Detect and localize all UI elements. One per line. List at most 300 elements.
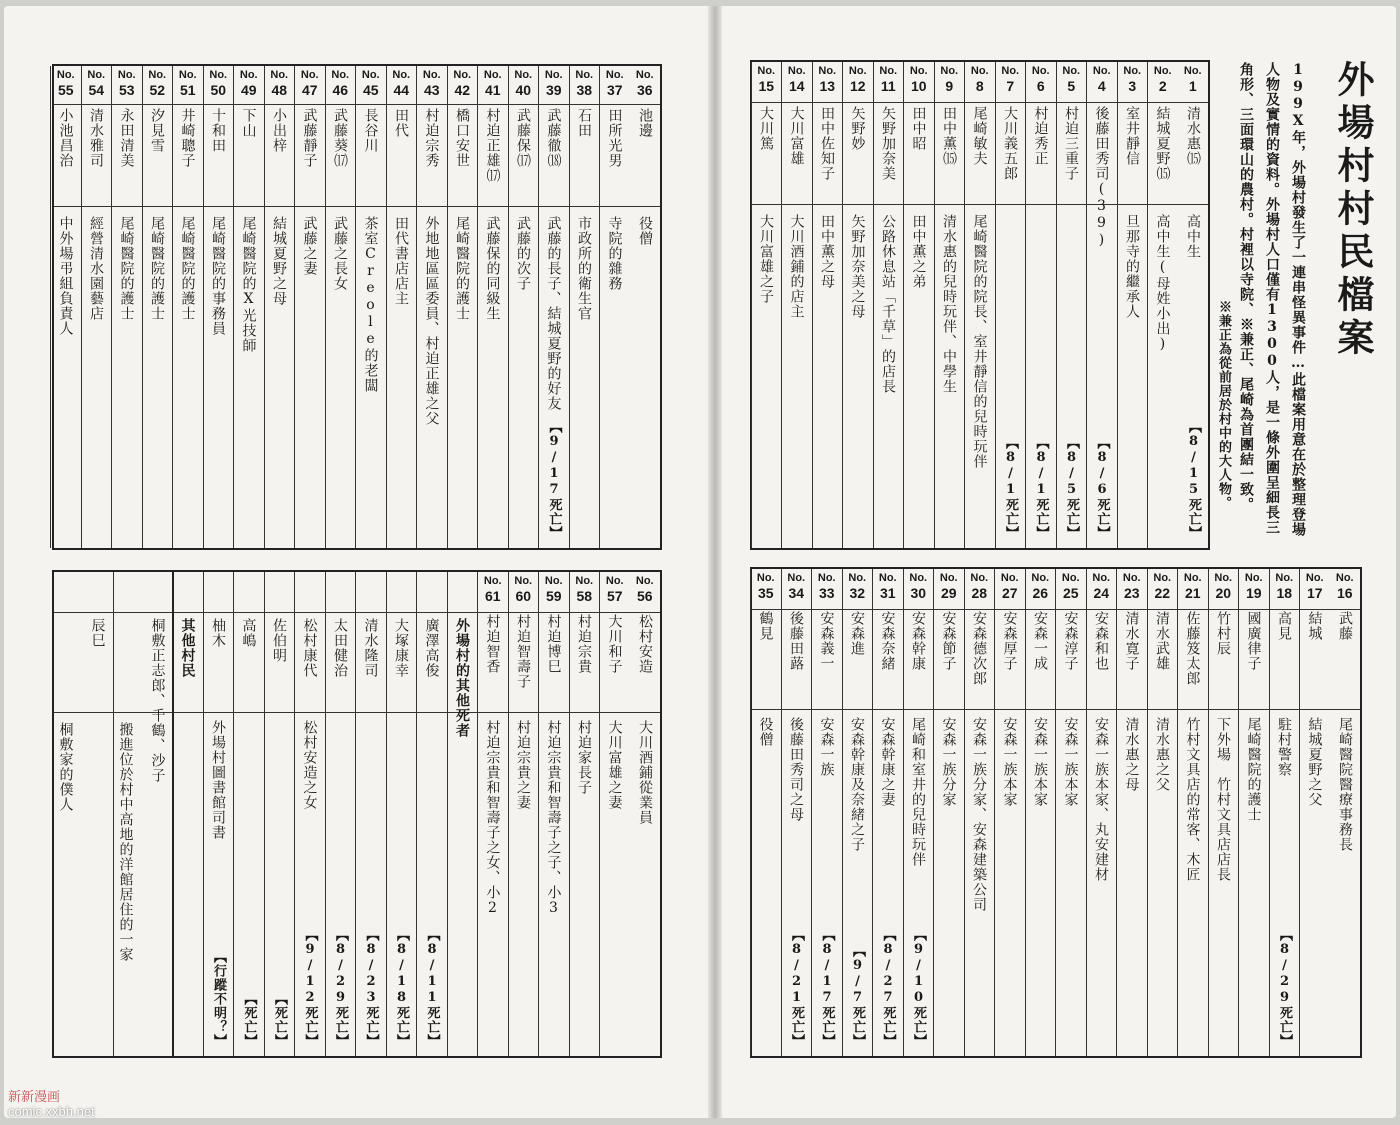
resident-description: 清水惠的兒時玩伴、中學生 — [941, 214, 957, 394]
number-prefix: No. — [361, 69, 380, 81]
other-dead-description: 松村安造之女 — [301, 720, 318, 810]
resident-column — [1116, 569, 1147, 1056]
resident-description: 寺院的雜務 — [606, 216, 623, 291]
number-prefix: No. — [1153, 65, 1172, 77]
resident-number — [782, 64, 812, 94]
number-prefix: No. — [453, 69, 472, 81]
resident-description: 安森一族本家 — [1001, 717, 1018, 807]
resident-number — [417, 68, 447, 98]
death-note: 【8/27死亡】 — [880, 928, 896, 1048]
resident-number — [387, 68, 417, 98]
resident-name: 鶴見 — [757, 611, 774, 641]
number-prefix: No. — [514, 69, 533, 81]
resident-number — [1118, 64, 1148, 94]
resident-column — [873, 62, 904, 548]
resident-description: 安森一族 — [818, 717, 835, 777]
number-prefix: No. — [787, 65, 806, 77]
number-prefix: No. — [970, 572, 989, 584]
number-prefix: No. — [1031, 572, 1050, 584]
death-note: 【8/15死亡】 — [1186, 420, 1201, 540]
resident-number — [478, 574, 508, 604]
number-value: 11 — [880, 78, 896, 94]
resident-number — [112, 68, 142, 98]
number-value: 54 — [88, 82, 105, 98]
resident-name: 大川篤 — [758, 106, 774, 151]
resident-name: 安森淳子 — [1062, 611, 1079, 671]
resident-description: 田中薫之弟 — [910, 214, 927, 289]
resident-number — [1057, 64, 1087, 94]
number-value: 33 — [818, 585, 835, 601]
resident-column — [1299, 569, 1330, 1056]
other-dead-name: 清水隆司 — [362, 618, 379, 678]
resident-column — [630, 572, 661, 1056]
other-villager-column — [113, 572, 172, 1056]
number-value: 43 — [423, 82, 440, 98]
resident-name: 尾崎敏夫 — [971, 106, 988, 166]
resident-name: 結城 — [1306, 611, 1323, 641]
resident-number — [570, 68, 600, 98]
resident-number — [173, 68, 203, 98]
other-dead-column — [264, 572, 295, 1056]
resident-column — [355, 66, 386, 548]
resident-description: 大川富雄之妻 — [606, 720, 623, 810]
resident-description: 村迫宗貴之妻 — [515, 720, 531, 810]
resident-name: 清水惠⒂ — [1185, 106, 1201, 166]
resident-name: 十和田 — [210, 108, 226, 153]
resident-name: 田代 — [393, 108, 409, 138]
number-value: 53 — [118, 82, 135, 98]
other-dead-death-note: 【8/29死亡】 — [333, 928, 348, 1048]
resident-description: 尾崎醫院的事務員 — [210, 216, 226, 336]
resident-column — [630, 66, 661, 548]
resident-column — [903, 62, 934, 548]
number-prefix: No. — [1062, 65, 1081, 77]
resident-name: 武藤 — [1337, 611, 1353, 641]
number-value: 47 — [301, 82, 318, 98]
other-dead-death-note: 【9/12死亡】 — [302, 928, 318, 1048]
resident-name: 村迫秀正 — [1032, 106, 1049, 166]
resident-number — [874, 64, 904, 94]
resident-number — [935, 64, 965, 94]
resident-name: 清水武雄 — [1154, 611, 1170, 671]
resident-column — [142, 66, 173, 548]
resident-number — [539, 68, 569, 98]
resident-description: 武藤之妻 — [301, 216, 318, 276]
resident-number — [1056, 571, 1086, 601]
number-prefix: No. — [148, 69, 167, 81]
resident-column — [995, 62, 1026, 548]
resident-number — [234, 68, 264, 98]
number-prefix: No. — [756, 572, 775, 584]
resident-name: 松村安造 — [637, 614, 653, 674]
resident-name: 安森和也 — [1093, 611, 1109, 671]
resident-column — [781, 569, 812, 1056]
other-dead-description: 外場村圖書館司書 — [210, 720, 226, 840]
resident-column — [233, 66, 264, 548]
number-prefix: No. — [178, 69, 197, 81]
resident-column — [750, 569, 781, 1056]
number-value: 16 — [1336, 585, 1353, 601]
number-value: 49 — [240, 82, 257, 98]
number-prefix: No. — [940, 65, 959, 77]
number-value: 22 — [1154, 585, 1171, 601]
number-value: 31 — [879, 585, 896, 601]
other-dead-column — [203, 572, 234, 1056]
number-prefix: No. — [575, 69, 594, 81]
resident-column — [842, 569, 873, 1056]
resident-name: 矢野妙 — [849, 106, 866, 151]
number-value: 30 — [910, 585, 927, 601]
number-value: 44 — [393, 82, 410, 98]
resident-number — [904, 571, 934, 601]
resident-column — [416, 66, 447, 548]
resident-column — [1086, 62, 1117, 548]
resident-name: 村迫智壽子 — [515, 614, 531, 689]
resident-description: 高中生 — [1185, 214, 1201, 259]
number-prefix: No. — [422, 69, 441, 81]
resident-name: 田中薫⒂ — [941, 106, 957, 166]
number-prefix: No. — [909, 572, 928, 584]
number-prefix: No. — [1244, 572, 1263, 584]
other-dead-column — [233, 572, 264, 1056]
number-value: 2 — [1158, 78, 1167, 94]
resident-number — [51, 68, 81, 98]
resident-number — [1300, 571, 1330, 601]
resident-column — [1025, 62, 1056, 548]
number-value: 21 — [1184, 585, 1201, 601]
resident-column — [1086, 569, 1117, 1056]
death-note: 【8/1死亡】 — [1033, 436, 1049, 540]
resident-column — [964, 62, 995, 548]
number-prefix: No. — [635, 69, 654, 81]
number-value: 60 — [515, 588, 532, 604]
resident-description: 尾崎醫院醫療事務長 — [1337, 717, 1353, 852]
resident-name: 下山 — [240, 108, 257, 138]
number-prefix: No. — [87, 69, 106, 81]
resident-column — [1056, 62, 1087, 548]
watermark-site-name: 新新漫画 — [8, 1089, 61, 1104]
resident-name: 清水雅司 — [88, 108, 104, 168]
number-prefix: No. — [544, 69, 563, 81]
resident-name: 橋口安世 — [454, 108, 470, 168]
resident-number — [1087, 571, 1117, 601]
number-value: 29 — [940, 585, 957, 601]
number-value: 18 — [1276, 585, 1293, 601]
other-dead-death-note: 【8/23死亡】 — [363, 928, 379, 1048]
resident-column — [903, 569, 934, 1056]
resident-description: 尾崎醫院的護士 — [1245, 717, 1262, 822]
resident-number — [813, 64, 843, 94]
resident-description: 高中生(母姓小出) — [1154, 214, 1171, 353]
resident-number — [965, 571, 995, 601]
number-prefix: No. — [1031, 65, 1050, 77]
resident-name: 長谷川 — [362, 108, 379, 153]
resident-description: 尾崎醫院的護士 — [118, 216, 135, 321]
resident-description: 外地地區區委員、村迫正雄之父 — [423, 216, 440, 426]
resident-column — [1147, 62, 1178, 548]
resident-name: 武藤保⒄ — [515, 108, 531, 168]
number-prefix: No. — [817, 572, 836, 584]
number-prefix: No. — [1092, 65, 1111, 77]
number-value: 1 — [1188, 78, 1197, 94]
resident-name: 清水寛子 — [1123, 611, 1140, 671]
resident-description: 尾崎醫院的X光技師 — [240, 216, 257, 353]
number-value: 48 — [271, 82, 288, 98]
resident-number — [1148, 64, 1178, 94]
number-prefix: No. — [635, 575, 654, 587]
resident-number — [965, 64, 995, 94]
other-dead-heading: 外場村的其他死者 — [454, 618, 470, 738]
resident-description: 經營清水園藝店 — [88, 216, 104, 321]
number-value: 57 — [606, 588, 623, 604]
number-prefix: No. — [483, 575, 502, 587]
other-dead-column — [294, 572, 325, 1056]
resident-name: 小池昌治 — [57, 108, 74, 168]
number-value: 38 — [576, 82, 593, 98]
number-prefix: No. — [331, 69, 350, 81]
resident-description: 竹村文具店的常客、木匠 — [1184, 717, 1201, 882]
death-note: 【9/17死亡】 — [546, 420, 562, 540]
number-value: 9 — [945, 78, 954, 94]
number-value: 55 — [57, 82, 74, 98]
other-villager-description: 搬進位於村中高地的洋館居住的一家 — [117, 722, 134, 962]
number-value: 17 — [1306, 585, 1323, 601]
resident-description: 旦那寺的繼承人 — [1124, 214, 1140, 319]
page-title: 外場村村民檔案 — [1331, 60, 1375, 361]
resident-number — [1178, 571, 1208, 601]
number-prefix: No. — [300, 69, 319, 81]
number-prefix: No. — [848, 572, 867, 584]
residents-table-1-15 — [750, 60, 1210, 550]
resident-name: 村迫正雄⒄ — [484, 108, 501, 183]
resident-column — [508, 572, 539, 1056]
number-value: 24 — [1093, 585, 1110, 601]
resident-name: 安森幹康 — [910, 611, 926, 671]
death-note: 【8/29死亡】 — [1277, 928, 1292, 1048]
number-prefix: No. — [209, 69, 228, 81]
number-prefix: No. — [1275, 572, 1294, 584]
resident-name: 後藤田蕗 — [788, 611, 804, 671]
resident-description: 矢野加奈美之母 — [849, 214, 866, 319]
number-value: 58 — [576, 588, 593, 604]
other-villager-name: 桐敷正志郎、千鶴、沙子 — [149, 618, 166, 783]
resident-name: 村迫宗貴 — [576, 614, 592, 674]
resident-description: 中外場弔組負責人 — [57, 216, 74, 336]
number-value: 56 — [636, 588, 653, 604]
resident-column — [325, 66, 356, 548]
resident-description: 尾崎醫院的護士 — [149, 216, 165, 321]
number-prefix: No. — [939, 572, 958, 584]
number-prefix: No. — [970, 65, 989, 77]
resident-column — [1178, 62, 1209, 548]
resident-number — [478, 68, 508, 98]
resident-number — [1087, 64, 1117, 94]
other-dead-column — [386, 572, 417, 1056]
resident-column — [781, 62, 812, 548]
number-value: 28 — [971, 585, 988, 601]
resident-column — [1055, 569, 1086, 1056]
resident-number — [448, 68, 478, 98]
number-prefix: No. — [878, 572, 897, 584]
number-prefix: No. — [1335, 572, 1354, 584]
resident-number — [630, 68, 661, 98]
resident-column — [964, 569, 995, 1056]
death-note: 【8/17死亡】 — [819, 928, 835, 1048]
other-dead-death-note: 【死亡】 — [241, 992, 257, 1048]
resident-number — [509, 574, 539, 604]
resident-number — [843, 64, 873, 94]
resident-name: 國廣律子 — [1245, 611, 1262, 671]
number-prefix: No. — [1153, 572, 1172, 584]
number-prefix: No. — [605, 69, 624, 81]
resident-number — [843, 571, 873, 601]
resident-number — [539, 574, 569, 604]
number-prefix: No. — [1001, 65, 1020, 77]
intro-line-2: 人物及實情的資料。外場村人口僅有1300人，是一條外圍呈細長三 — [1264, 62, 1280, 535]
number-value: 40 — [515, 82, 532, 98]
resident-description: 公路休息站「千草」的店長 — [880, 214, 896, 394]
resident-number — [1026, 64, 1056, 94]
intro-line-1: 199X年，外場村發生了一連串怪異事件…此檔案用意在於整理登場 — [1290, 62, 1306, 537]
resident-column — [508, 66, 539, 548]
resident-description: 尾崎醫院的院長、室井靜信的兒時玩伴 — [971, 214, 988, 469]
resident-number — [326, 68, 356, 98]
number-prefix: No. — [1000, 572, 1019, 584]
resident-description: 村迫家長子 — [576, 720, 592, 795]
resident-column — [538, 66, 569, 548]
resident-column — [172, 66, 203, 548]
resident-number — [782, 571, 812, 601]
other-villagers-heading: 其他村民 — [179, 618, 196, 678]
resident-number — [204, 68, 234, 98]
resident-number — [904, 64, 934, 94]
resident-description: 安森一族本家、丸安建材 — [1093, 717, 1109, 882]
resident-number — [812, 571, 842, 601]
number-value: 7 — [1006, 78, 1015, 94]
resident-description: 清水惠之母 — [1123, 717, 1140, 792]
number-value: 35 — [757, 585, 774, 601]
resident-column — [111, 66, 142, 548]
resident-column — [1269, 569, 1300, 1056]
resident-column — [994, 569, 1025, 1056]
number-prefix: No. — [483, 69, 502, 81]
resident-number — [873, 571, 903, 601]
resident-description: 安森一族本家 — [1062, 717, 1079, 807]
number-prefix: No. — [1183, 65, 1202, 77]
resident-column — [842, 62, 873, 548]
resident-name: 大川和子 — [606, 614, 623, 674]
resident-number — [1178, 64, 1209, 94]
resident-description: 村迫宗貴和智壽子之子、小3 — [545, 720, 562, 917]
resident-description: 大川酒鋪的店主 — [788, 214, 805, 319]
resident-name: 安森節子 — [940, 611, 957, 671]
resident-column — [1238, 569, 1269, 1056]
resident-description: 結城夏野之父 — [1306, 717, 1323, 807]
death-note: 【8/5死亡】 — [1064, 436, 1079, 540]
resident-name: 石田 — [576, 108, 592, 138]
resident-number — [996, 64, 1026, 94]
number-prefix: No. — [1305, 572, 1324, 584]
number-prefix: No. — [1122, 572, 1141, 584]
number-value: 14 — [788, 78, 805, 94]
resident-description: 安森幹康之妻 — [879, 717, 896, 807]
number-value: 15 — [758, 78, 775, 94]
other-dead-name: 松村康代 — [301, 618, 318, 678]
resident-name: 村迫智香 — [484, 614, 501, 674]
resident-number — [1117, 571, 1147, 601]
resident-description: 駐村警察 — [1276, 717, 1292, 777]
residents-table-16-35 — [750, 567, 1362, 1058]
number-value: 34 — [788, 585, 805, 601]
resident-column — [477, 572, 508, 1056]
number-value: 50 — [210, 82, 227, 98]
resident-number — [1330, 571, 1361, 601]
resident-column — [751, 62, 782, 548]
resident-name: 結城夏野⒂ — [1154, 106, 1171, 181]
resident-number — [630, 574, 661, 604]
residents-table-56-61-other — [52, 570, 662, 1058]
resident-name: 安森一成 — [1032, 611, 1048, 671]
number-value: 51 — [179, 82, 196, 98]
resident-description: 茶室Creole的老闆 — [362, 216, 379, 393]
resident-number — [570, 574, 600, 604]
resident-name: 武藤徹⒅ — [545, 108, 562, 168]
other-dead-column — [325, 572, 356, 1056]
death-note: 【8/21死亡】 — [789, 928, 804, 1048]
resident-name: 井崎聰子 — [179, 108, 196, 168]
resident-name: 小出梓 — [271, 108, 287, 153]
resident-column — [872, 569, 903, 1056]
intro-footnote: ※兼正為從前居於村中的大人物。 — [1216, 300, 1231, 510]
number-prefix: No. — [879, 65, 898, 77]
number-prefix: No. — [239, 69, 258, 81]
number-value: 6 — [1036, 78, 1045, 94]
resident-name: 室井靜信 — [1124, 106, 1140, 166]
resident-description: 尾崎醫院的護士 — [454, 216, 470, 321]
resident-number — [1239, 571, 1269, 601]
other-dead-column — [355, 572, 386, 1056]
resident-description: 下外場 竹村文具店店長 — [1215, 717, 1231, 882]
resident-description: 大川酒鋪從業員 — [637, 720, 653, 825]
number-value: 42 — [454, 82, 471, 98]
watermark-url: comic.xxbh.net — [8, 1104, 95, 1119]
other-villagers-heading-column — [172, 572, 203, 1056]
resident-column — [599, 572, 630, 1056]
other-dead-column — [416, 572, 447, 1056]
number-value: 27 — [1001, 585, 1018, 601]
resident-name: 高見 — [1276, 611, 1292, 641]
resident-number — [934, 571, 964, 601]
resident-number — [1270, 571, 1300, 601]
resident-description: 田中薫之母 — [819, 214, 835, 289]
number-prefix: No. — [1123, 65, 1142, 77]
resident-name: 安森厚子 — [1001, 611, 1018, 671]
resident-description: 武藤之長女 — [332, 216, 348, 291]
resident-column — [477, 66, 508, 548]
resident-name: 武藤葵⒄ — [332, 108, 348, 168]
number-value: 32 — [849, 585, 866, 601]
resident-description: 後藤田秀司之母 — [788, 717, 804, 822]
resident-column — [569, 66, 600, 548]
number-value: 12 — [849, 78, 866, 94]
other-dead-heading-column — [447, 572, 478, 1056]
resident-number — [995, 571, 1025, 601]
resident-column — [812, 62, 843, 548]
resident-number — [600, 574, 630, 604]
number-prefix: No. — [1214, 572, 1233, 584]
number-prefix: No. — [544, 575, 563, 587]
number-prefix: No. — [270, 69, 289, 81]
